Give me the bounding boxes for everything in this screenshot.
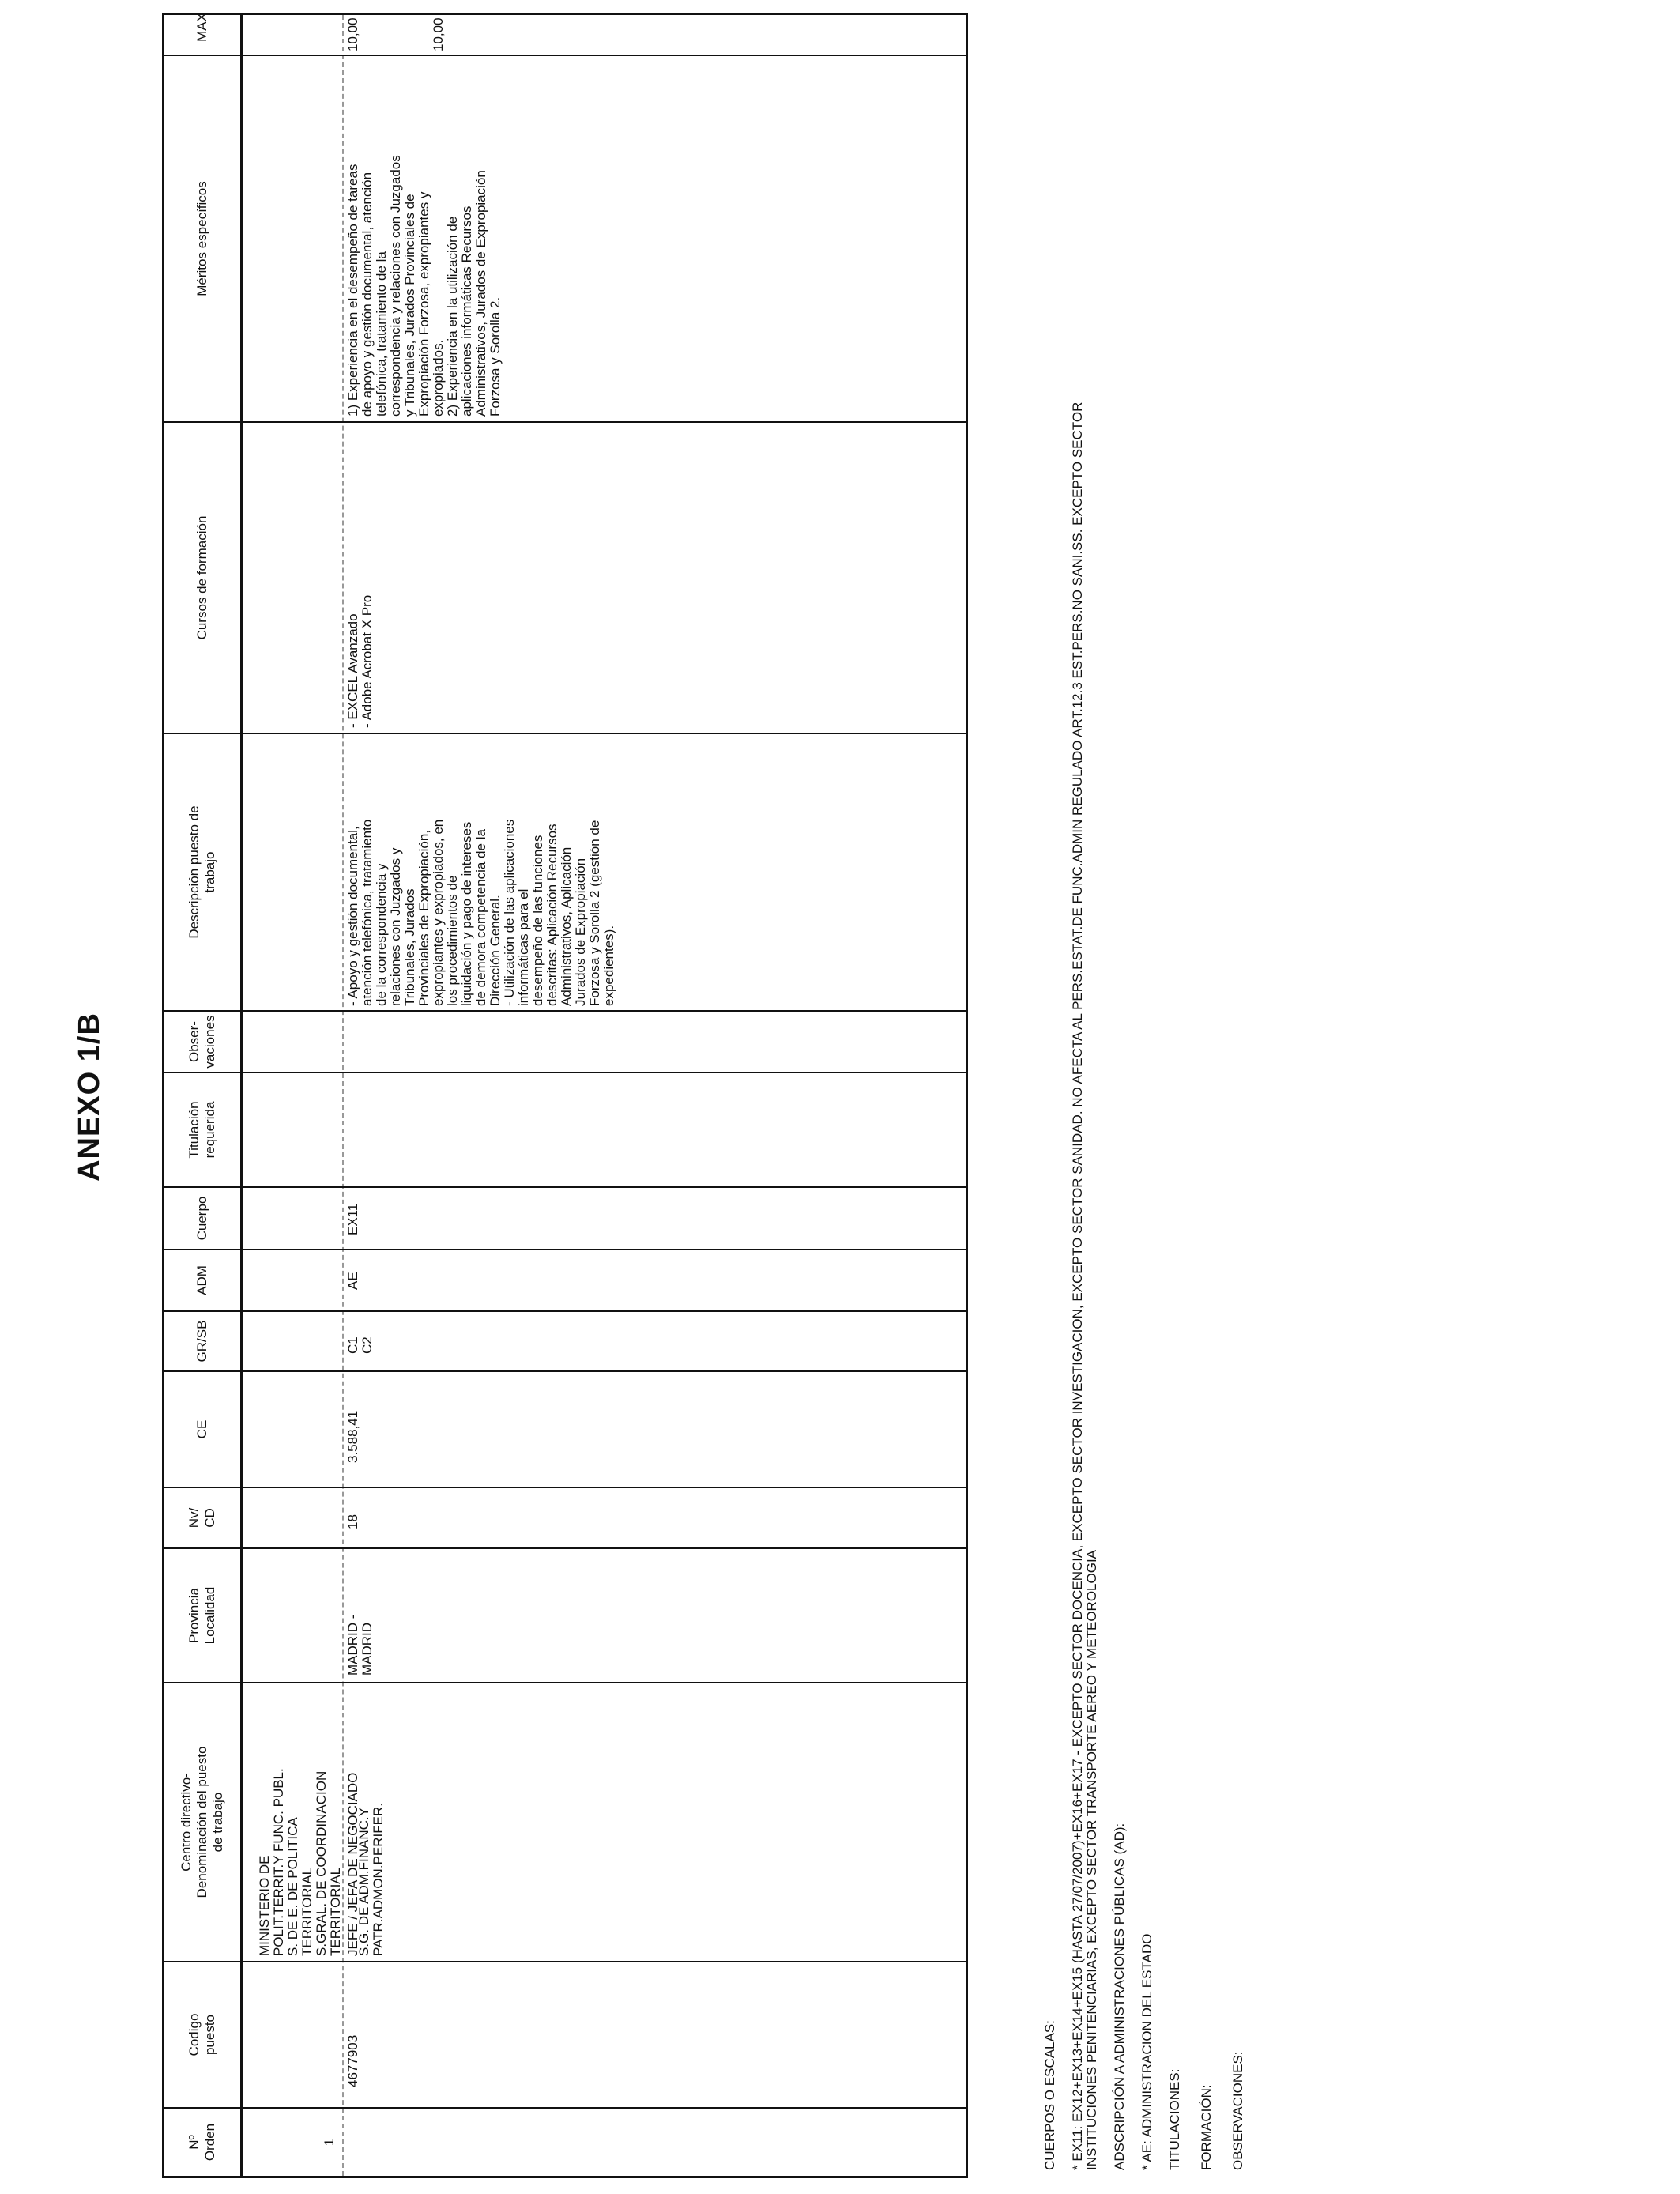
- col-line: [164, 2107, 966, 2109]
- unit-centro-directivo: MINISTERIO DE POLIT.TERRIT.Y FUNC. PUBL. S. DE E. DE POLITICA TERRITORIAL S.GRAL. DE COORDINACION TERRITORIAL S.G. DE ADM.FINANC.Y PATR.ADMON.PERIFER.: [257, 1768, 386, 1956]
- header-max: MAX: [194, 13, 209, 42]
- header-provincia: Provincia Localidad: [186, 1586, 217, 1645]
- header-observaciones: Obser- vaciones: [186, 1015, 217, 1069]
- row-orden: 1: [322, 2138, 337, 2147]
- adscripcion-text: * AE: ADMINISTRACION DEL ESTADO: [1139, 1933, 1155, 2170]
- footer-legend: [1043, 36, 1245, 2170]
- adscripcion-label: ADSCRIPCIÓN A ADMINISTRACIONES PÚBLICAS (AD):: [1112, 1823, 1127, 2170]
- header-divider: [240, 15, 243, 2176]
- row-denominacion: JEFE / JEFA DE NEGOCIADO: [345, 1772, 360, 1956]
- col-line: [164, 421, 966, 423]
- row-cursos: - EXCEL Avanzado - Adobe Acrobat X Pro: [345, 594, 375, 728]
- row-ce: 3.588,41: [345, 1410, 360, 1463]
- page-title: ANEXO 1/B: [73, 1012, 106, 1182]
- col-line: [164, 1487, 966, 1488]
- header-adm: ADM: [194, 1265, 209, 1295]
- row-adm: AE: [345, 1272, 360, 1290]
- row-codigo: 4677903: [345, 2034, 360, 2087]
- header-meritos: Méritos específicos: [194, 181, 209, 296]
- formacion-label: FORMACIÓN:: [1199, 2084, 1214, 2170]
- header-cuerpo: Cuerpo: [194, 1196, 209, 1241]
- row-max-1: 10,00: [345, 17, 360, 51]
- col-line: [164, 1310, 966, 1312]
- positions-table: [162, 13, 968, 2178]
- cuerpos-text: * EX11: EX12+EX13+EX14+EX15 (HASTA 27/07/2007)+EX16+EX17 - EXCEPTO SECTOR DOCENCIA, EXCEPTO SECTOR INVESTIGACION, EXCEPTO SECTOR SANIDAD. NO AFECTA AL PERS.ESTAT.DE FUNC.ADMIN REGULADO ART.12.3 EST.PERS.NO SANI.SS. EXCEPTO SECTOR INSTITUCIONES PENITENCIARIAS, EXCEPTO SECTOR TRANSPORTE AEREO Y METEOROLOGIA: [1070, 401, 1099, 2170]
- row-cuerpo: EX11: [345, 1203, 360, 1235]
- header-ce: CE: [194, 1419, 209, 1439]
- header-codigo: Codigo puesto: [186, 2013, 217, 2056]
- col-line: [164, 1072, 966, 1073]
- observaciones-label: OBSERVACIONES:: [1230, 2051, 1245, 2170]
- col-line: [164, 55, 966, 56]
- row-provincia: MADRID - MADRID: [345, 1614, 375, 1676]
- header-descripcion: Descripción puesto de trabajo: [186, 805, 217, 939]
- col-line: [164, 733, 966, 734]
- header-titulacion: Titulación requerida: [186, 1101, 217, 1159]
- header-centro: Centro directivo- Denominación del puesto de trabajo: [179, 1746, 225, 1898]
- titulaciones-label: TITULACIONES:: [1167, 2068, 1182, 2170]
- row-meritos: 1) Experiencia en el desempeño de tareas de apoyo y gestión documental, atención telefónica, tratamiento de la correspondencia y relaciones con Juzgados y Tribunales, Jurados Provinciales de Expropiación Forzosa, expropiantes y expropiados. 2) Experiencia en la utilización de aplicaciones informáticas Recursos Administrativos, Jurados de Expropiación Forzosa y Sorolla 2.: [345, 155, 503, 417]
- col-line: [164, 1186, 966, 1188]
- col-line: [164, 1961, 966, 1962]
- col-line: [164, 1682, 966, 1683]
- row-nivel: 18: [345, 1514, 360, 1529]
- col-line: [164, 1370, 966, 1372]
- cuerpos-label: CUERPOS O ESCALAS:: [1042, 2020, 1057, 2170]
- col-line: [164, 1249, 966, 1250]
- header-nivel: Nv/ CD: [186, 1507, 217, 1529]
- row-max-2: 10,00: [431, 17, 446, 51]
- header-cursos: Cursos de formación: [194, 515, 209, 640]
- row-grupo: C1 C2: [345, 1336, 375, 1354]
- header-orden: Nº Orden: [186, 2123, 217, 2162]
- row-descripcion: - Apoyo y gestión documental, atención telefónica, tratamiento de la correspondencia y relaciones con Juzgados y Tribunales, Jurados Provinciales de Expropiación, expropiantes y expropiados, en los procedimientos de liquidación y pago de intereses de demora competencia de la Dirección General. - Utilización de las aplicaciones informáticas para el desempeño de las funciones descritas: Aplicación Recursos Administrativos, Aplicación Jurados de Expropiación Forzosa y Sorolla 2 (gestión de expedientes).: [345, 819, 616, 1006]
- col-line: [164, 1547, 966, 1549]
- header-grupo: GR/SB: [194, 1320, 209, 1363]
- col-line: [164, 1010, 966, 1012]
